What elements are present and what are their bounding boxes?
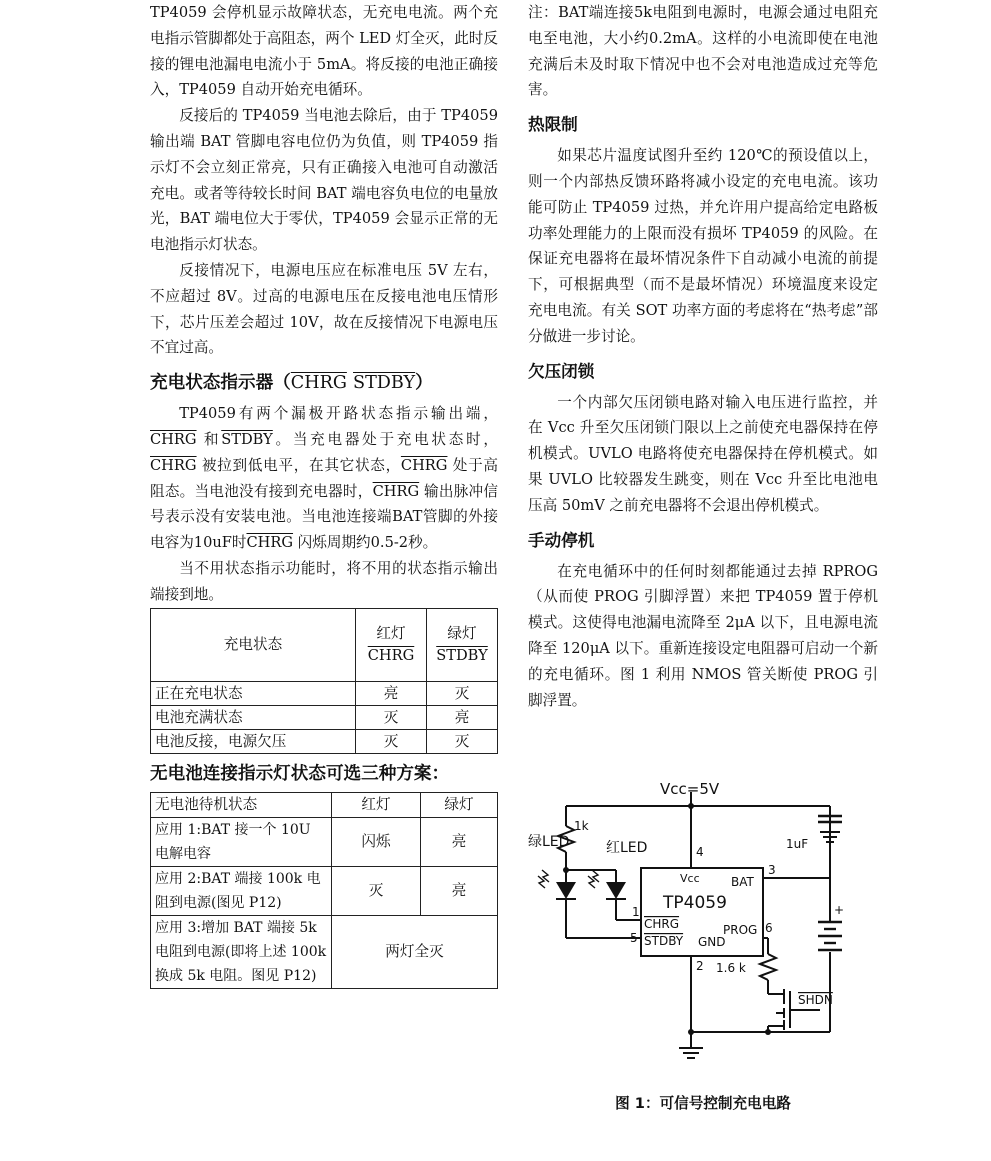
cell-red: 灭 (332, 866, 421, 915)
battery (818, 922, 842, 950)
text-segment: 闪烁周期约0.5-2秒。 (293, 534, 438, 552)
cell-green: 亮 (421, 866, 498, 915)
cell-application: 应用 3:增加 BAT 端接 5k 电阻到电源(即将上述 100k 换成 5k 电阻。图见 P12) (151, 915, 332, 988)
heading-no-battery-schemes: 无电池连接指示灯状态可选三种方案： (150, 763, 450, 784)
label-vcc-supply: Vcc=5V (660, 782, 720, 798)
paragraph-thermal: 如果芯片温度试图升至约 120℃的预设值以上，则一个内部热反馈环路将减小设定的充电电流。该功能可防止 TP4059 过热，并允许用户提高给定电路板功率处理能力的上限而没有损坏 TP4059 的风险。在保证充电器将在最坏情况条件下自动减小电流的前提下，可根据典型（而不是最坏情况）环境温度来设定充电电流。有关 SOT 功率方面的考虑将在“热考虑”部分做进一步讨论。 (528, 147, 878, 345)
header-red: 红灯 (332, 792, 421, 817)
heading-stdby: STDBY (353, 373, 416, 394)
no-battery-table (150, 792, 498, 989)
cell-red: 亮 (356, 681, 427, 705)
header-red-label: 红灯 (376, 624, 406, 642)
figure-caption: 图 1：可信号控制充电电路 (615, 1095, 791, 1112)
charge-status-table (150, 608, 498, 754)
cell-red: 灭 (356, 705, 427, 729)
paragraph-uvlo: 一个内部欠压闭锁电路对输入电压进行监控，并在 Vcc 升至欠压闭锁门限以上之前使充电器保持在停机模式。UVLO 电路将使充电器保持在停机模式。如果 UVLO 比较器发生跳变，则在 Vcc 升至比电池电压高 50mV 之前充电器将不会退出停机模式。 (528, 393, 878, 514)
label-chip-stdby: STDBY (644, 934, 684, 948)
text-segment: 和 (196, 430, 222, 448)
ground-icon (679, 1048, 703, 1058)
label-chip-name: TP4059 (663, 893, 727, 913)
label-pin2: 2 (696, 959, 704, 973)
label-pin3: 3 (768, 863, 776, 877)
text-segment: 输出脉冲信号表示没有安装电池。当电池连接端BAT管脚的外接电容为10uF时 (150, 482, 498, 552)
green-led-icon (538, 870, 576, 899)
cell-green: 灭 (427, 729, 498, 753)
header-chrg-label: CHRG (367, 646, 415, 664)
heading-close: ） (415, 373, 433, 394)
cell-red: 闪烁 (332, 817, 421, 866)
chrg-label: CHRG (246, 534, 294, 552)
label-1k: 1k (574, 819, 589, 833)
header-green-light (427, 608, 498, 681)
table-header-row (151, 608, 498, 681)
cell-green: 灭 (427, 681, 498, 705)
text-segment: TP4059有两个漏极开路状态指示输出端， (179, 405, 498, 423)
circuit-schematic (528, 782, 878, 1072)
heading-manual-shutdown: 手动停机 (528, 530, 595, 550)
left-column (150, 0, 498, 989)
chrg-label: CHRG (400, 456, 448, 474)
cell-green: 亮 (421, 817, 498, 866)
header-standby-state: 无电池待机状态 (151, 792, 332, 817)
table-row (151, 915, 498, 988)
label-battery-plus: + (834, 903, 845, 917)
text-segment: 被拉到低电平，在其它状态， (196, 456, 401, 474)
table-row (151, 705, 498, 729)
cell-both-lights: 两灯全灭 (332, 915, 498, 988)
header-green: 绿灯 (421, 792, 498, 817)
cell-state: 正在充电状态 (151, 681, 356, 705)
chrg-label: CHRG (150, 430, 197, 448)
label-chip-chrg: CHRG (644, 917, 680, 931)
cell-green: 亮 (427, 705, 498, 729)
text-segment: 。当充电器处于充电状态时， (272, 430, 498, 448)
heading-chrg: CHRG (290, 373, 347, 394)
heading-text: 充电状态指示器（ (150, 373, 291, 394)
label-pin4: 4 (696, 845, 704, 859)
label-capacitor: 1uF (786, 837, 809, 851)
label-chip-bat: BAT (731, 875, 754, 889)
header-green-label: 绿灯 (447, 624, 477, 642)
label-pin1: 1 (632, 905, 640, 919)
paragraph-reverse-voltage: 反接情况下，电源电压应在标准电压 5V 左右，不应超过 8V。过高的电源电压在反接电池电压情形下，芯片压差会超过 10V，故在反接情况下电源电压不宜过高。 (150, 261, 498, 357)
table-header-row (151, 792, 498, 817)
resistor-prog (760, 954, 776, 980)
table-row (151, 681, 498, 705)
chrg-label: CHRG (372, 482, 420, 500)
heading-charge-status-indicator (150, 371, 498, 395)
table-row (151, 817, 498, 866)
label-shdn: SHDN (798, 993, 833, 1007)
paragraph-indicator-pins (150, 401, 498, 556)
stdby-label: STDBY (221, 430, 273, 448)
paragraph-reverse-fault: TP4059 会停机显示故障状态，无充电电流。两个充电指示管脚都处于高阻态，两个 LED 灯全灭，此时反接的锂电池漏电电流小于 5mA。将反接的电池正确接入，TP4059 自动开始充电循环。 (150, 4, 498, 99)
text-segment: 处于高阻态。当电池没有接到充电器时， (150, 456, 499, 500)
cell-red: 灭 (356, 729, 427, 753)
cell-state: 电池反接，电源欠压 (151, 729, 356, 753)
table-row (151, 866, 498, 915)
label-chip-gnd: GND (698, 935, 726, 949)
red-led-icon (588, 870, 626, 899)
heading-uvlo: 欠压闭锁 (528, 361, 595, 381)
chrg-label: CHRG (150, 456, 197, 474)
table-row (151, 729, 498, 753)
paragraph-manual-shutdown: 在充电循环中的任何时刻都能通过去掉 RPROG（从而使 PROG 引脚浮置）来把 TP4059 置于停机模式。这使得电池漏电流降至 2μA 以下，且电源电流降至 120μA 以下。重新连接设定电阻器可启动一个新的充电循环。图 1 利用 NMOS 管关断使 PROG 引脚浮置。 (528, 562, 878, 709)
paragraph-note: 注：BAT端连接5k电阻到电源时，电源会通过电阻充电至电池，大小约0.2mA。这样的小电流即使在电池充满后未及时取下情况中也不会对电池造成过充等危害。 (528, 4, 878, 99)
label-prog-resistor: 1.6 k (716, 961, 746, 975)
label-chip-prog: PROG (723, 923, 758, 937)
right-column (528, 0, 878, 713)
cell-state: 电池充满状态 (151, 705, 356, 729)
cell-application: 应用 1:BAT 接一个 10U 电解电容 (151, 817, 332, 866)
header-charge-state: 充电状态 (151, 608, 356, 681)
paragraph-reverse-removed: 反接后的 TP4059 当电池去除后，由于 TP4059 输出端 BAT 管脚电容电位仍为负值，则 TP4059 指示灯不会立刻正常亮，只有正确接入电池可自动激活充电。或者等待较长时间 BAT 端电容负电位的电量放光，BAT 端电位大于零伏，TP4059 会显示正常的无电池指示灯状态。 (150, 107, 498, 254)
label-chip-vcc: Vcc (680, 872, 700, 885)
label-green-led: 绿LED (528, 834, 570, 850)
cell-application: 应用 2:BAT 端接 100k 电阻到电源(图见 P12) (151, 866, 332, 915)
header-stdby-label: STDBY (436, 646, 488, 664)
paragraph-unused-indicator: 当不用状态指示功能时，将不用的状态指示输出端接到地。 (150, 559, 498, 603)
heading-thermal-limit: 热限制 (528, 115, 578, 135)
label-red-led: 红LED (606, 840, 648, 856)
header-red-light (356, 608, 427, 681)
label-pin5: 5 (630, 931, 638, 945)
label-pin6: 6 (765, 921, 773, 935)
